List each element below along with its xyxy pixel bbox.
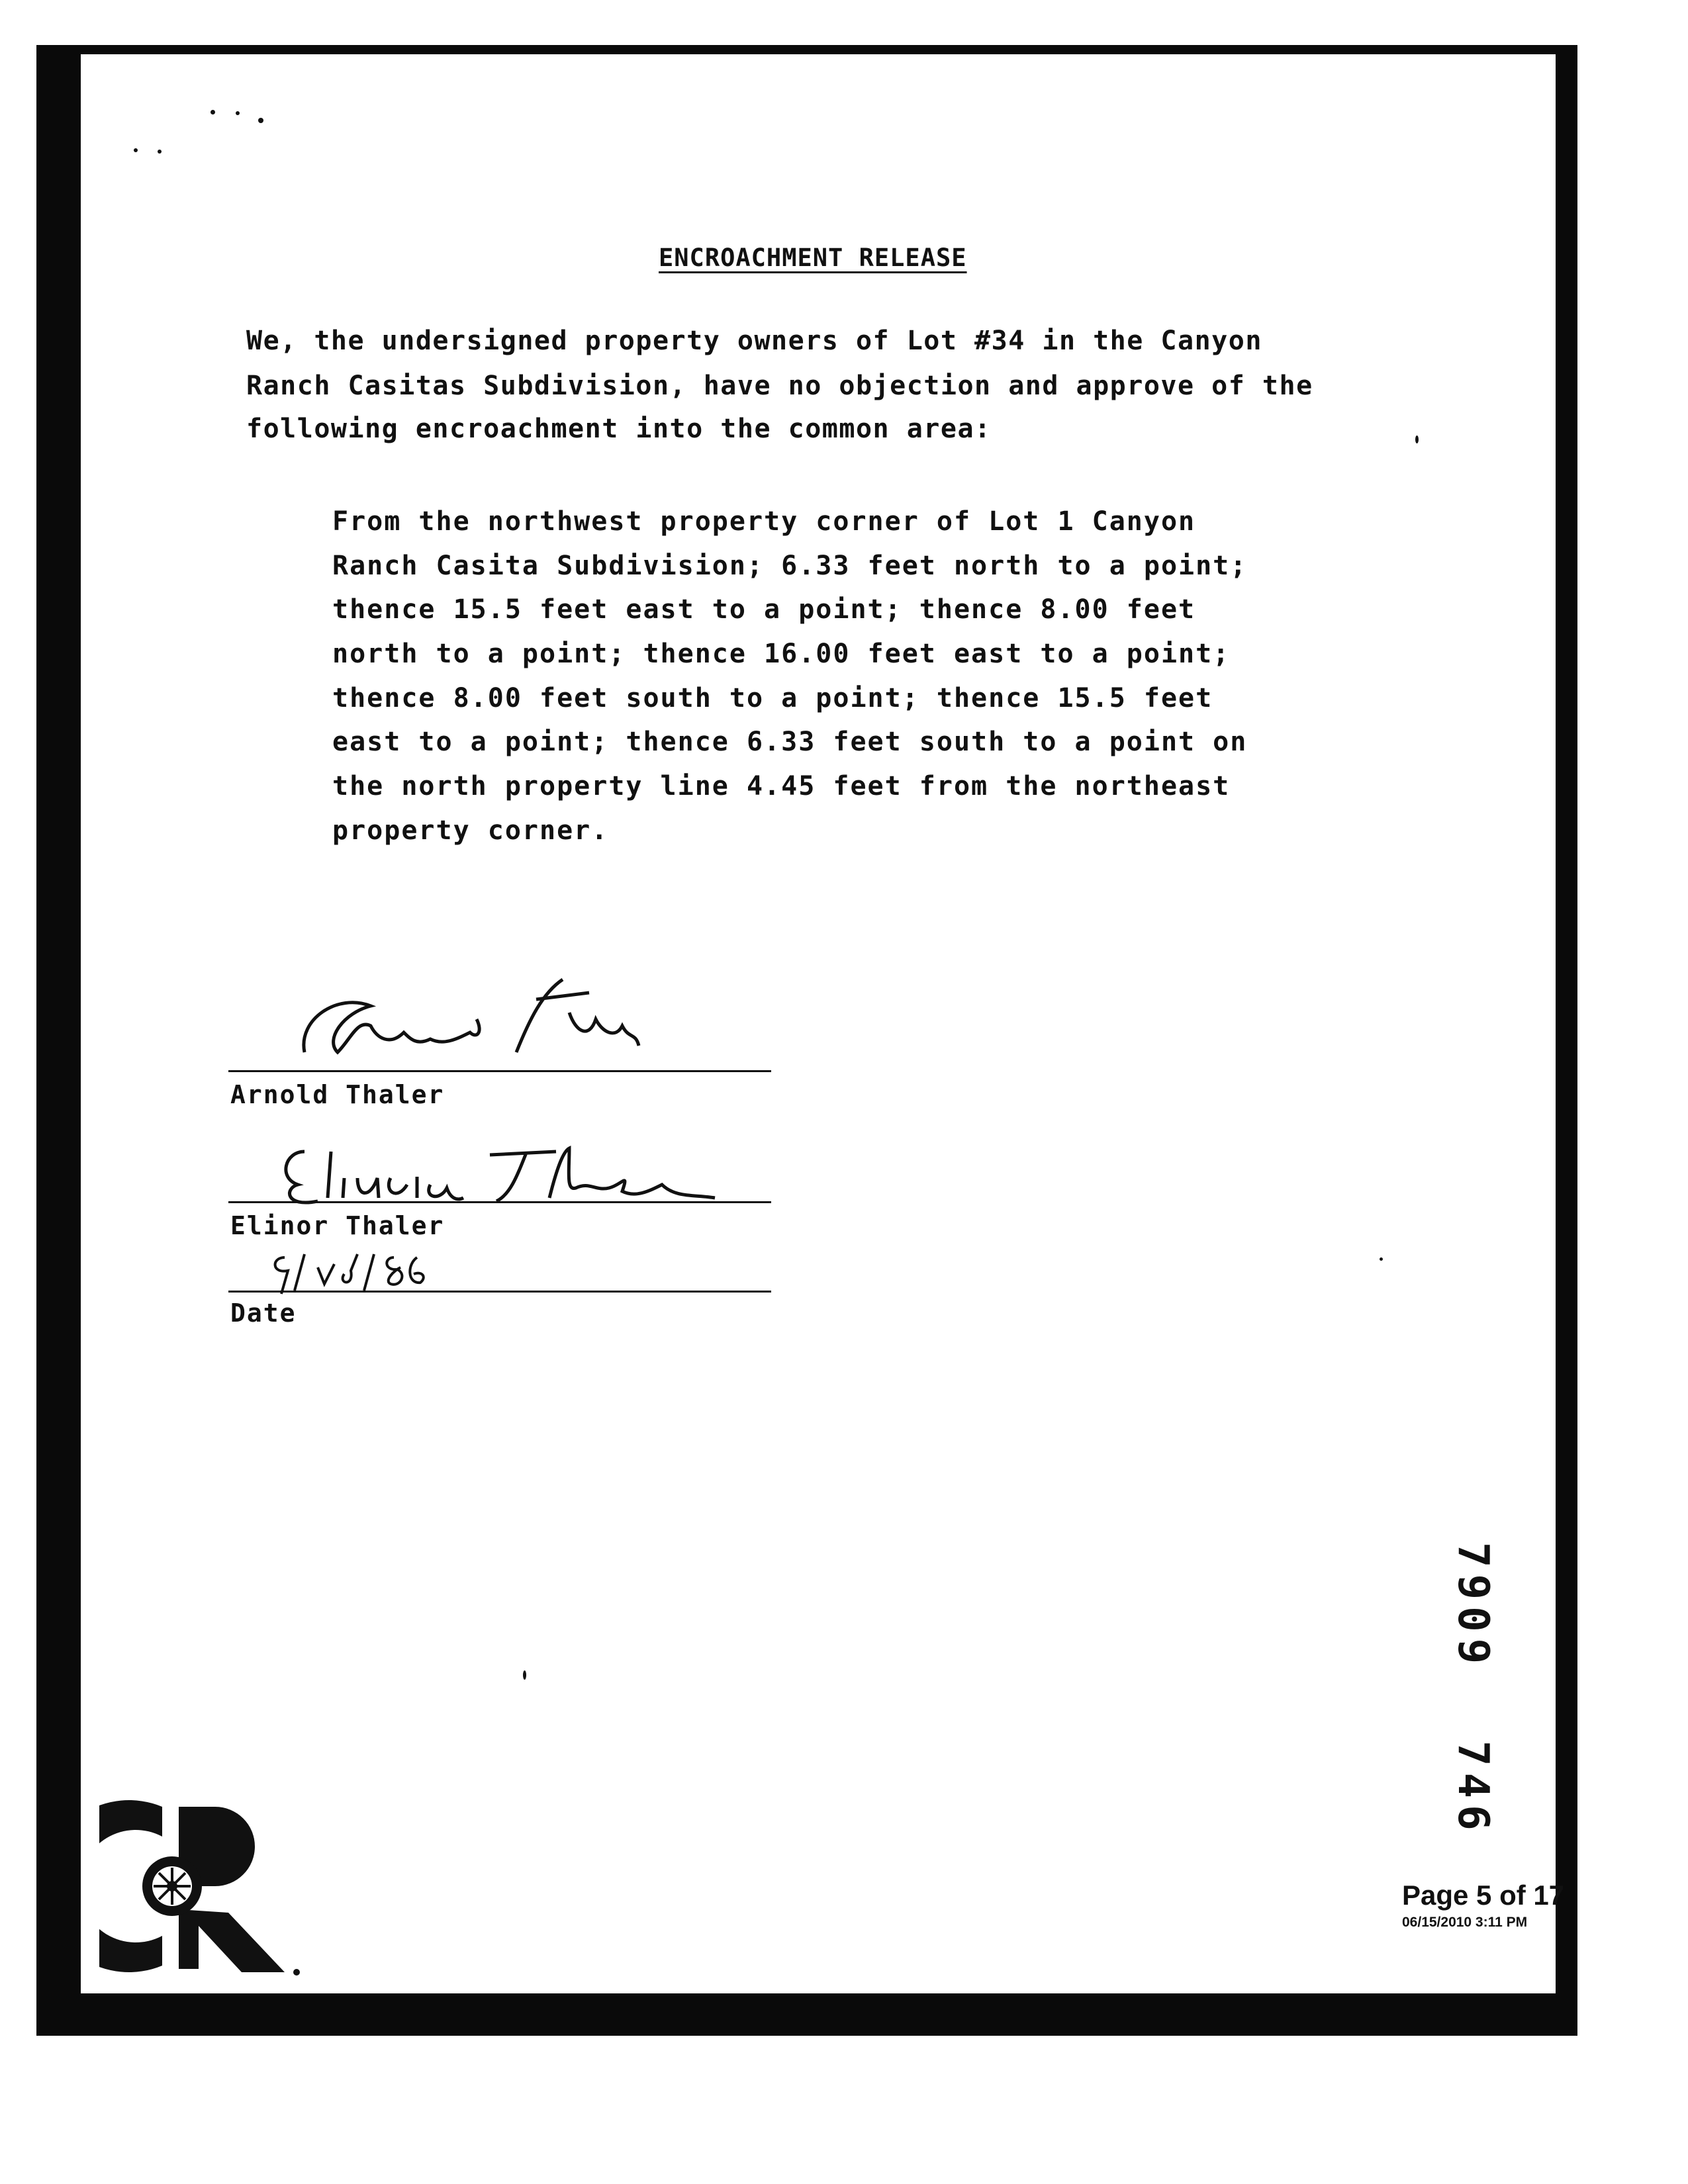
signature-arnold-thaler [278, 940, 649, 1072]
handwritten-date [265, 1238, 437, 1297]
scan-speck [211, 110, 215, 114]
signer-name: Elinor Thaler [230, 1211, 445, 1240]
scan-speck [258, 118, 263, 123]
signer-name: Arnold Thaler [230, 1080, 445, 1109]
scan-speck [1380, 1257, 1383, 1261]
intro-line: following encroachment into the common area: [246, 414, 992, 444]
signature-line [228, 1070, 771, 1072]
signature-line [228, 1201, 771, 1203]
recording-number: 746 [1448, 1741, 1497, 1837]
recorder-r-seal-logo-icon [99, 1794, 324, 1985]
date-line [228, 1291, 771, 1293]
legal-description-line: Ranch Casita Subdivision; 6.33 feet north to a point; [332, 551, 1248, 581]
recording-number: 7909 [1448, 1542, 1497, 1671]
scan-speck [134, 148, 138, 152]
legal-description-line: the north property line 4.45 feet from the northeast [332, 771, 1231, 801]
legal-description-line: east to a point; thence 6.33 feet south to a point on [332, 727, 1248, 757]
scan-speck [158, 150, 162, 154]
legal-description-line: From the northwest property corner of Lot 1 Canyon [332, 506, 1196, 537]
scan-speck [1415, 435, 1419, 443]
print-timestamp: 06/15/2010 3:11 PM [1402, 1915, 1528, 1930]
page-number: Page 5 of 17 [1402, 1880, 1565, 1911]
legal-description-line: thence 8.00 feet south to a point; thence 15.5 feet [332, 683, 1213, 713]
scan-speck [523, 1670, 526, 1680]
document-title: ENCROACHMENT RELEASE [659, 244, 967, 272]
legal-description-line: thence 15.5 feet east to a point; thence 8.00 feet [332, 594, 1196, 625]
intro-line: Ranch Casitas Subdivision, have no objection and approve of the [246, 371, 1313, 401]
date-label: Date [230, 1298, 297, 1328]
signature-elinor-thaler [265, 1125, 728, 1211]
legal-description-line: north to a point; thence 16.00 feet east to a point; [332, 639, 1231, 669]
intro-line: We, the undersigned property owners of Lot #34 in the Canyon [246, 326, 1262, 356]
scan-speck [236, 111, 240, 115]
legal-description-line: property corner. [332, 815, 609, 846]
